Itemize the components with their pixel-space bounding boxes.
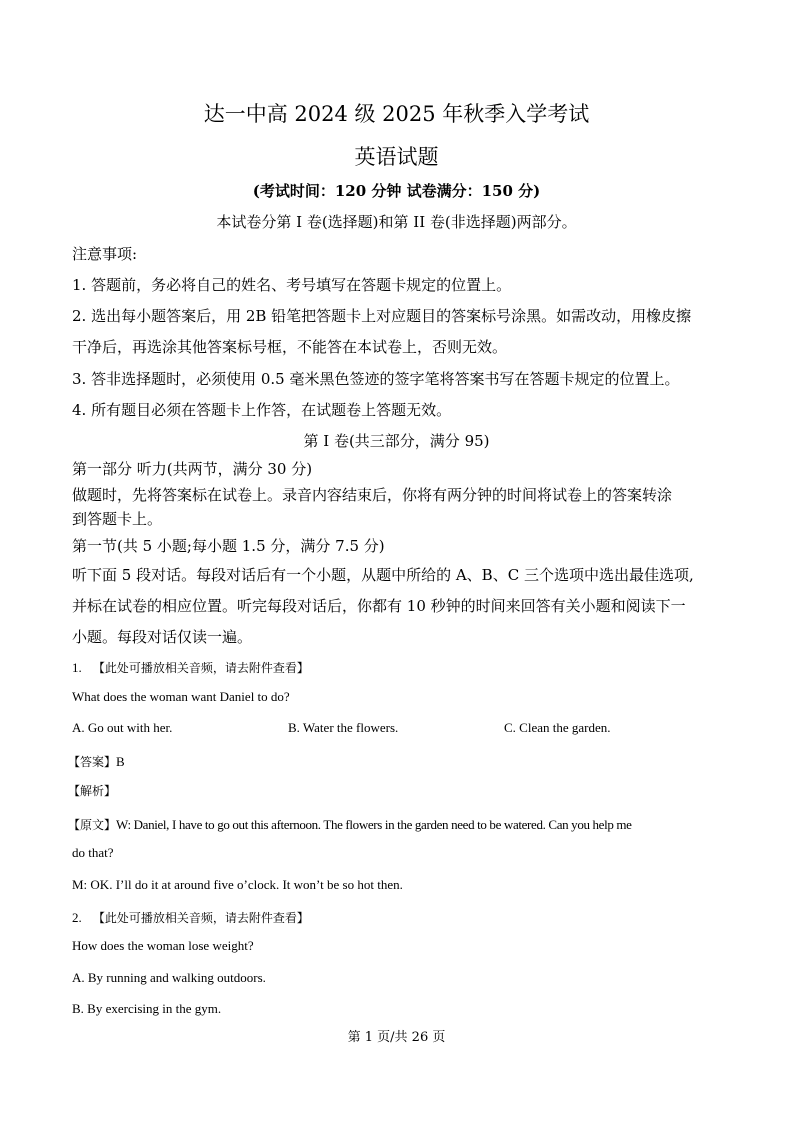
q1-number: 1. xyxy=(72,660,82,675)
volume-title: 第 I 卷(共三部分，满分 95) xyxy=(303,432,490,450)
q1-audio-note: 【此处可播放相关音频，请去附件查看】 xyxy=(92,661,309,675)
part1-instructions-2: 到答题卡上。 xyxy=(72,510,163,528)
q1-header xyxy=(72,657,309,676)
q2-option-a[interactable]: A. By running and walking outdoors. xyxy=(72,970,266,985)
q2-number: 2. xyxy=(72,910,82,925)
page-footer: 第 1 页/共 26 页 xyxy=(347,1030,446,1045)
q2-option-b[interactable]: B. By exercising in the gym. xyxy=(72,1001,222,1016)
note-item-3: 3. 答非选择题时，必须使用 0.5 毫米黑色签迹的签字笔将答案书写在答题卡规定的位置上。 xyxy=(72,370,680,388)
part1-heading: 第一部分 听力(共两节，满分 30 分) xyxy=(72,460,313,478)
section1-instructions-1: 听下面 5 段对话。每段对话后有一个小题，从题中所给的 A、B、C 三个选项中选出最佳选项, xyxy=(72,566,694,584)
section1-instructions-3: 小题。每段对话仅读一遍。 xyxy=(72,628,253,646)
note-item-2: 2. 选出每小题答案后，用 2B 铅笔把答题卡上对应题目的答案标号涂黑。如需改动，用橡皮擦 xyxy=(72,307,692,325)
part1-instructions-1: 做题时，先将答案标在试卷上。录音内容结束后，你将有两分钟的时间将试卷上的答案转涂 xyxy=(72,486,673,504)
q1-answer xyxy=(68,751,125,770)
q1-original-label: 【原文】 xyxy=(68,818,117,832)
q1-option-a[interactable]: A. Go out with her. xyxy=(72,720,173,735)
q2-header xyxy=(72,907,309,926)
q1-original-text-2: do that? xyxy=(72,845,114,860)
q1-option-c[interactable]: C. Clean the garden. xyxy=(504,720,611,735)
note-item-4: 4. 所有题目必须在答题卡上作答，在试题卷上答题无效。 xyxy=(72,401,452,419)
section1-instructions-2: 并标在试卷的相应位置。听完每段对话后，你都有 10 秒钟的时间来回答有关小题和阅读下一 xyxy=(72,597,686,615)
q1-answer-label: 【答案】 xyxy=(68,755,117,769)
q1-original-line-1 xyxy=(68,814,632,833)
note-item-2-cont: 干净后，再选涂其他答案标号框，不能答在本试卷上，否则无效。 xyxy=(72,338,508,356)
q1-option-b[interactable]: B. Water the flowers. xyxy=(288,720,399,735)
q1-analysis-label: 【解析】 xyxy=(68,784,117,798)
q1-original-text-3: M: OK. I’ll do it at around five o’clock. It won’t be so hot then. xyxy=(72,877,403,892)
notes-heading: 注意事项: xyxy=(72,245,138,263)
q2-question: How does the woman lose weight? xyxy=(72,938,254,953)
q1-question: What does the woman want Daniel to do? xyxy=(72,689,290,704)
q1-original-text-1: W: Daniel, I have to go out this afternoon. The flowers in the garden need to be watered. Can you help me xyxy=(116,817,632,832)
section1-heading: 第一节(共 5 小题;每小题 1.5 分，满分 7.5 分) xyxy=(72,537,385,555)
note-item-1: 1. 答题前，务必将自己的姓名、考号填写在答题卡规定的位置上。 xyxy=(72,276,512,294)
subject-title: 英语试题 xyxy=(354,145,439,169)
q2-audio-note: 【此处可播放相关音频，请去附件查看】 xyxy=(92,911,309,925)
exam-structure: 本试卷分第 I 卷(选择题)和第 II 卷(非选择题)两部分。 xyxy=(216,213,577,231)
exam-info: (考试时间：120 分钟 试卷满分：150 分) xyxy=(252,182,541,200)
exam-title: 达一中高 2024 级 2025 年秋季入学考试 xyxy=(203,102,590,126)
q1-answer-value: B xyxy=(116,754,125,769)
